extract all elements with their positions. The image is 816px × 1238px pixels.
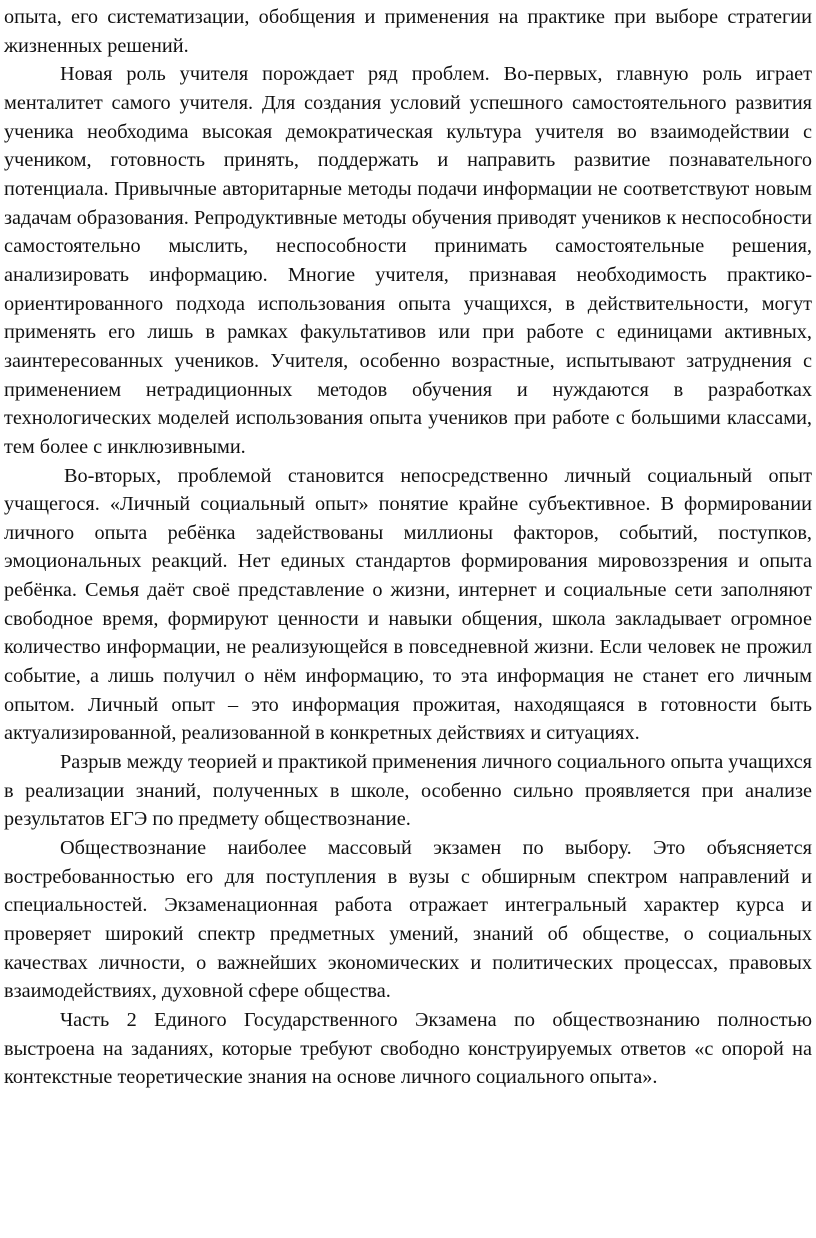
document-page (4, 3, 812, 1092)
paragraph-exam-part-two: Часть 2 Единого Государственного Экзамена по обществознанию полностью выстроена на заданиях, которые требуют свободно конструируемых ответов «с опорой на контекстные теоретические знания на основе личного социального опыта». (4, 1008, 812, 1089)
paragraph-social-studies-exam: Обществознание наиболее массовый экзамен по выбору. Это объясняется востребованностью его для поступления в вузы с обширным спектром направлений и специальностей. Экзаменационная работа отражает интегральный характер курса и проверяет широкий спектр предметных умений, знаний об обществе, о социальных качествах личности, о важнейших экономических и политических процессах, правовых взаимодействиях, духовной сфере общества. (4, 837, 812, 1003)
paragraph-theory-practice-gap: Разрыв между теорией и практикой применения личного социального опыта учащихся в реализации знаний, полученных в школе, особенно сильно проявляется при анализе результатов ЕГЭ по предмету обществознание. (4, 751, 812, 831)
paragraph-student-experience: Во-вторых, проблемой становится непосредственно личный социальный опыт учащегося. «Личный социальный опыт» понятие крайне субъективное. В формировании личного опыта ребёнка задействованы миллионы факторов, событий, поступков, эмоциональных реакций. Нет единых стандартов формирования мировоззрения и опыта ребёнка. Семья даёт своё представление о жизни, интернет и социальные сети заполняют свободное время, формируют ценности и навыки общения, школа закладывает огромное количество информации, не реализующейся в повседневной жизни. Если человек не прожил событие, а лишь получил о нём информацию, то эта информация не станет его личным опытом. Личный опыт – это информация прожитая, находящаяся в готовности быть актуализированной, реализованной в конкретных действиях и ситуациях. (4, 464, 812, 745)
paragraph-teacher-role: Новая роль учителя порождает ряд проблем. Во-первых, главную роль играет менталитет самого учителя. Для создания условий успешного самостоятельного развития ученика необходима высокая демократическая культура учителя во взаимодействии с учеником, готовность принять, поддержать и направить развитие познавательного потенциала. Привычные авторитарные методы подачи информации не соответствуют новым задачам образования. Репродуктивные методы обучения приводят учеников к неспособности самостоятельно мыслить, неспособности принимать самостоятельные решения, анализировать информацию. Многие учителя, признавая необходимость практико-ориентированного подхода использования опыта учащихся, в действительности, могут применять его лишь в рамках факультативов или при работе с единицами активных, заинтересованных учеников. Учителя, особенно возрастные, испытывают затруднения с применением нетрадиционных методов обучения и нуждаются в разработках технологических моделей использования опыта учеников при работе с большими классами, тем более с инклюзивными. (4, 63, 812, 458)
paragraph-continuation: опыта, его систематизации, обобщения и применения на практике при выборе стратегии жизненных решений. (4, 6, 812, 57)
